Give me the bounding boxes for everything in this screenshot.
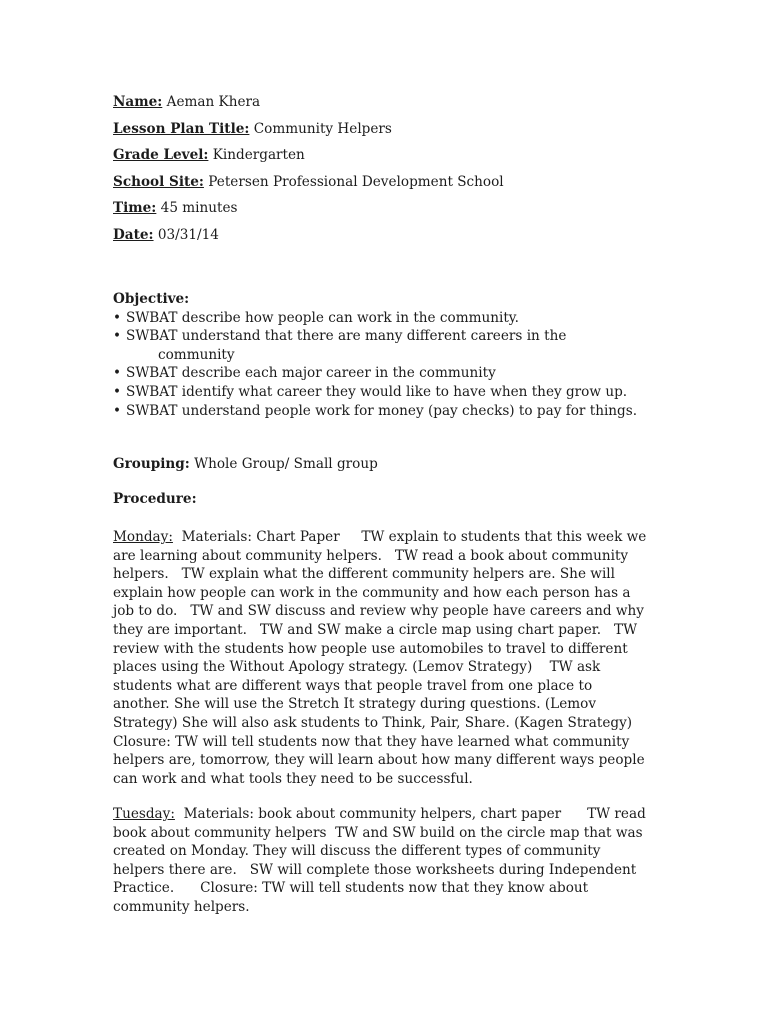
time-field	[113, 200, 238, 216]
objective-heading: Objective:	[113, 291, 190, 307]
lesson-title-label: Lesson Plan Title:	[113, 121, 250, 137]
date-value: 03/31/14	[157, 227, 219, 243]
procedure-heading: Procedure:	[113, 491, 197, 507]
monday-label: Monday:	[113, 529, 173, 545]
name-label: Name:	[113, 94, 163, 110]
objective-item: • SWBAT understand people work for money (pay checks) to pay for things.	[113, 402, 673, 421]
time-label: Time:	[113, 200, 157, 216]
date-field	[113, 227, 219, 243]
objective-section	[113, 290, 673, 420]
name-value: Aeman Khera	[166, 94, 261, 110]
objective-item-continuation: community	[158, 346, 235, 363]
grade-level-value: Kindergarten	[212, 147, 305, 163]
lesson-title-value: Community Helpers	[253, 121, 392, 137]
tuesday-label: Tuesday:	[113, 806, 175, 822]
monday-text: Materials: Chart Paper TW explain to students that this week we are learning about community helpers. TW read a book about community helpers. TW explain what the different community helpers are. She will explain how people can work in the community and how each person has a job to do. TW and SW discuss and review why people have careers and why they are important. TW and SW make a circle map using chart paper. TW review with the students how people use automobiles to travel to different places using the Without Apology strategy. (Lemov Strategy) TW ask students what are different ways that people travel from one place to another. She will use the Stretch It strategy during questions. (Lemov Strategy) She will also ask students to Think, Pair, Share. (Kagen Strategy) Closure: TW will tell students now that they have learned what community helpers are, tomorrow, they will learn about how many different ways people can work and what tools they need to be successful.	[113, 529, 659, 787]
objective-item: • SWBAT understand that there are many different careers in the community	[113, 327, 673, 364]
name-field	[113, 94, 260, 110]
tuesday-paragraph	[113, 805, 653, 917]
objective-item: • SWBAT describe how people can work in the community.	[113, 309, 673, 328]
grouping-label: Grouping:	[113, 456, 190, 472]
tuesday-text: Materials: book about community helpers, chart paper TW read book about community helpers TW and SW build on the circle map that was created on Monday. They will discuss the different types of community helpers there are. SW will complete those worksheets during Independent Practice. Closure: TW will tell students now that they know about community helpers.	[113, 806, 651, 915]
school-site-label: School Site:	[113, 174, 204, 190]
grade-level-field	[113, 147, 305, 163]
objective-item: • SWBAT identify what career they would like to have when they grow up.	[113, 383, 673, 402]
monday-paragraph	[113, 528, 659, 788]
objective-list	[113, 309, 673, 421]
grouping-field	[113, 456, 378, 472]
grouping-value: Whole Group/ Small group	[194, 456, 378, 472]
time-value: 45 minutes	[160, 200, 238, 216]
school-site-field	[113, 174, 504, 190]
grade-level-label: Grade Level:	[113, 147, 209, 163]
date-label: Date:	[113, 227, 154, 243]
objective-item: • SWBAT describe each major career in the community	[113, 364, 673, 383]
lesson-title-field	[113, 121, 392, 137]
school-site-value: Petersen Professional Development School	[208, 174, 504, 190]
